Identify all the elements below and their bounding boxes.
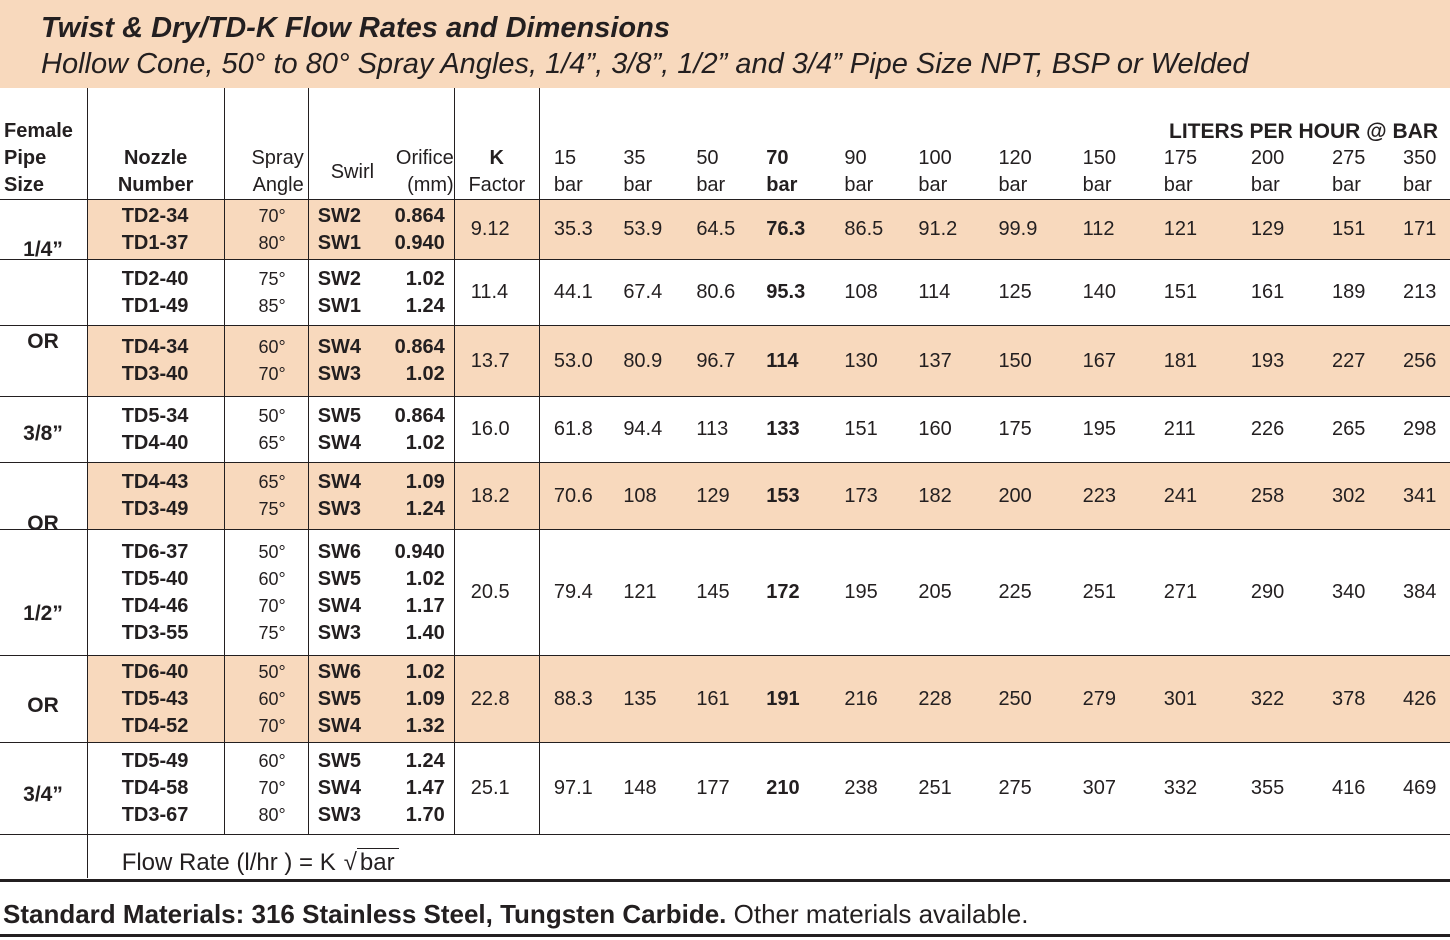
flow-rate-cell: 140 xyxy=(1082,281,1116,303)
header-pressure-175: 175 bar xyxy=(1163,147,1198,196)
flow-rate-cell: 238 xyxy=(844,777,878,799)
header-pressure-150: 150 bar xyxy=(1082,147,1116,196)
flow-rate-cell: 193 xyxy=(1250,349,1285,372)
pipe-size-label: 3/8” xyxy=(23,422,63,445)
flow-rate-cell: 195 xyxy=(844,581,878,603)
nozzle-number: TD6-40 TD5-43 TD4-52 xyxy=(87,656,224,743)
k-factor: 22.8 xyxy=(454,656,539,743)
flow-rate-cell: 112 xyxy=(1082,218,1115,240)
table-row xyxy=(0,326,1450,397)
flow-rate-cell: 341 xyxy=(1402,484,1437,507)
flow-rate-cell: 210 xyxy=(766,777,800,799)
header-pressure-350: 350 bar xyxy=(1402,147,1437,196)
spray-angle: 65° 75° xyxy=(224,463,308,530)
flow-rate-cell: 129 xyxy=(696,484,730,507)
flow-rate-cell: 322 xyxy=(1250,687,1285,710)
header-liters-per-hour: LITERS PER HOUR @ BAR xyxy=(539,88,1450,145)
flow-rate-cell: 258 xyxy=(1250,484,1285,507)
header-nozzle: Nozzle Number xyxy=(87,145,224,200)
flow-rate-cell: 80.6 xyxy=(696,281,736,303)
flow-rate-cell: 151 xyxy=(1163,281,1198,303)
spray-angle: 50° 65° xyxy=(224,397,308,463)
flow-rate-cell: 251 xyxy=(1082,581,1116,603)
flow-rate-cell: 61.8 xyxy=(539,397,609,463)
flow-rate-cell: 173 xyxy=(844,484,878,507)
orifice: 0.940 1.02 1.17 1.40 xyxy=(394,540,445,644)
orifice: 0.864 1.02 xyxy=(394,404,445,454)
flow-rate-cell: 151 xyxy=(844,418,878,440)
flow-rate-cell: 227 xyxy=(1332,349,1366,372)
orifice: 0.864 1.02 xyxy=(394,336,445,385)
table-row xyxy=(0,743,1450,835)
flow-rate-cell: 145 xyxy=(696,581,730,603)
pipe-size-label: OR xyxy=(27,512,59,535)
flow-rate-cell: 211 xyxy=(1163,418,1196,440)
header-pressure-120: 120 bar xyxy=(998,147,1032,196)
orifice: 1.09 1.24 xyxy=(405,471,445,520)
flow-rate-table xyxy=(0,88,1450,878)
flow-rate-cell: 114 xyxy=(766,349,799,372)
flow-rate-cell: 226 xyxy=(1250,418,1285,440)
flow-rate-cell: 195 xyxy=(1082,418,1116,440)
swirl: SW5 SW4 SW3 xyxy=(308,743,386,835)
flow-rate-cell: 108 xyxy=(844,281,878,303)
flow-rate-cell: 298 xyxy=(1402,418,1437,440)
flow-rate-cell: 271 xyxy=(1163,581,1198,603)
flow-rate-cell: 265 xyxy=(1332,418,1366,440)
flow-rate-cell: 251 xyxy=(918,777,952,799)
table-body xyxy=(0,88,1450,878)
flow-rate-cell: 53.9 xyxy=(623,218,663,240)
footer-divider-bottom xyxy=(0,934,1450,937)
flow-rate-cell: 228 xyxy=(918,687,952,710)
formula-row xyxy=(0,835,1450,878)
header-pipe-size: Female Pipe Size xyxy=(4,120,73,196)
pipe-size-label: OR xyxy=(27,694,59,717)
flow-rate-cell: 171 xyxy=(1402,218,1437,240)
swirl: SW2 SW1 xyxy=(308,200,386,260)
pipe-size-label: 1/2” xyxy=(23,602,63,625)
header-pressure-15: 15 bar xyxy=(539,145,609,200)
flow-rate-cell: 91.2 xyxy=(918,218,958,240)
table-row xyxy=(0,463,1450,530)
flow-rate-cell: 96.7 xyxy=(696,349,736,372)
k-factor: 25.1 xyxy=(454,743,539,835)
flow-rate-cell: 256 xyxy=(1402,349,1437,372)
flow-rate-cell: 205 xyxy=(918,581,952,603)
flow-rate-cell: 161 xyxy=(696,687,730,710)
spray-angle: 50° 60° 70° 75° xyxy=(224,530,308,656)
flow-rate-cell: 44.1 xyxy=(539,260,609,326)
flow-rate-cell: 99.9 xyxy=(998,218,1038,240)
flow-rate-cell: 426 xyxy=(1402,687,1437,710)
flow-rate-cell: 133 xyxy=(766,418,800,440)
flow-rate-cell: 416 xyxy=(1332,777,1366,799)
header-pressure-90: 90 bar xyxy=(844,147,874,196)
flow-rate-cell: 355 xyxy=(1250,777,1285,799)
k-factor: 18.2 xyxy=(454,463,539,530)
header-k-factor: K Factor xyxy=(454,145,539,200)
flow-rate-cell: 114 xyxy=(918,281,951,303)
footer-materials: Standard Materials: 316 Stainless Steel, Tungsten Carbide. Other materials available. xyxy=(3,899,1029,929)
flow-rate-cell: 97.1 xyxy=(539,743,609,835)
flow-rate-cell: 153 xyxy=(766,484,800,507)
table-row xyxy=(0,530,1450,656)
header-pressure-50: 50 bar xyxy=(696,147,726,196)
flow-rate-cell: 121 xyxy=(623,581,657,603)
flow-rate-cell: 191 xyxy=(766,687,800,710)
header-pressure-200: 200 bar xyxy=(1250,147,1285,196)
flow-rate-cell: 241 xyxy=(1163,484,1198,507)
flow-rate-cell: 113 xyxy=(696,418,729,440)
flow-rate-cell: 135 xyxy=(623,687,657,710)
table-row xyxy=(0,200,1450,260)
header-pressure-35: 35 bar xyxy=(623,147,653,196)
spray-angle: 75° 85° xyxy=(224,260,308,326)
k-factor: 16.0 xyxy=(454,397,539,463)
flow-rate-cell: 172 xyxy=(766,581,800,603)
flow-rate-cell: 469 xyxy=(1402,777,1437,799)
flow-rate-cell: 80.9 xyxy=(623,349,663,372)
flow-rate-cell: 307 xyxy=(1082,777,1116,799)
flow-rate-cell: 301 xyxy=(1163,687,1198,710)
header-row-top xyxy=(0,88,1450,145)
header-pressure-275: 275 bar xyxy=(1332,147,1366,196)
flow-rate-cell: 121 xyxy=(1163,218,1198,240)
header-orifice: Orifice (mm) xyxy=(395,147,454,196)
header-row xyxy=(0,145,1450,200)
orifice: 1.24 1.47 1.70 xyxy=(405,750,445,826)
nozzle-number: TD2-40 TD1-49 xyxy=(87,260,224,326)
swirl: SW4 SW3 xyxy=(308,463,386,530)
page-subtitle: Hollow Cone, 50° to 80° Spray Angles, 1/4”, 3/8”, 1/2” and 3/4” Pipe Size NPT, BSP or Welded xyxy=(41,48,1249,80)
header-pressure-100: 100 bar xyxy=(918,147,952,196)
flow-rate-cell: 225 xyxy=(998,581,1032,603)
flow-rate-cell: 70.6 xyxy=(539,463,609,530)
flow-rate-cell: 384 xyxy=(1402,581,1437,603)
footer-divider-top xyxy=(0,879,1450,882)
nozzle-number: TD4-43 TD3-49 xyxy=(87,463,224,530)
flow-rate-cell: 53.0 xyxy=(539,326,609,397)
table-row xyxy=(0,656,1450,743)
flow-rate-cell: 275 xyxy=(998,777,1032,799)
flow-rate-formula: Flow Rate (l/hr ) = K √ bar xyxy=(87,835,1450,878)
flow-rate-cell: 340 xyxy=(1332,581,1366,603)
spray-angle: 60° 70° xyxy=(224,326,308,397)
flow-rate-cell: 332 xyxy=(1163,777,1198,799)
flow-rate-cell: 250 xyxy=(998,687,1032,710)
flow-rate-cell: 76.3 xyxy=(766,218,806,240)
header-angle: Spray Angle xyxy=(224,145,308,200)
flow-rate-cell: 79.4 xyxy=(539,530,609,656)
table-row xyxy=(0,260,1450,326)
page-title: Twist & Dry/TD-K Flow Rates and Dimensions xyxy=(41,12,670,44)
pipe-size-label: OR xyxy=(27,330,59,353)
nozzle-number: TD4-34 TD3-40 xyxy=(87,326,224,397)
nozzle-number: TD6-37 TD5-40 TD4-46 TD3-55 xyxy=(87,530,224,656)
swirl: SW2 SW1 xyxy=(308,260,386,326)
swirl: SW6 SW5 SW4 SW3 xyxy=(308,530,386,656)
spray-angle: 70° 80° xyxy=(224,200,308,260)
flow-rate-cell: 200 xyxy=(998,484,1032,507)
flow-rate-cell: 279 xyxy=(1082,687,1116,710)
flow-rate-cell: 290 xyxy=(1250,581,1285,603)
nozzle-number: TD2-34 TD1-37 xyxy=(87,200,224,260)
flow-rate-cell: 137 xyxy=(918,349,952,372)
flow-rate-cell: 167 xyxy=(1082,349,1116,372)
pipe-size-label: 3/4” xyxy=(23,783,63,806)
flow-rate-cell: 189 xyxy=(1332,281,1366,303)
flow-rate-cell: 150 xyxy=(998,349,1032,372)
nozzle-number: TD5-49 TD4-58 TD3-67 xyxy=(87,743,224,835)
flow-rate-cell: 151 xyxy=(1332,218,1366,240)
flow-rate-cell: 94.4 xyxy=(623,418,663,440)
orifice: 0.864 0.940 xyxy=(394,204,445,254)
k-factor: 9.12 xyxy=(454,200,539,260)
flow-rate-cell: 213 xyxy=(1402,281,1437,303)
flow-rate-cell: 216 xyxy=(844,687,878,710)
header-pressure-70: 70 bar xyxy=(766,147,798,196)
flow-rate-cell: 182 xyxy=(918,484,952,507)
flow-rate-cell: 35.3 xyxy=(539,200,609,260)
table-row xyxy=(0,397,1450,463)
flow-rate-cell: 125 xyxy=(998,281,1032,303)
flow-rate-cell: 64.5 xyxy=(696,218,736,240)
flow-rate-cell: 181 xyxy=(1163,349,1198,372)
nozzle-number: TD5-34 TD4-40 xyxy=(87,397,224,463)
orifice: 1.02 1.24 xyxy=(405,267,445,317)
spray-angle: 50° 60° 70° xyxy=(224,656,308,743)
flow-rate-cell: 95.3 xyxy=(766,281,806,303)
orifice: 1.02 1.09 1.32 xyxy=(405,660,445,737)
flow-rate-cell: 175 xyxy=(998,418,1032,440)
flow-rate-cell: 378 xyxy=(1332,687,1366,710)
swirl: SW6 SW5 SW4 xyxy=(308,656,386,743)
k-factor: 20.5 xyxy=(454,530,539,656)
flow-rate-cell: 67.4 xyxy=(623,281,663,303)
flow-rate-cell: 161 xyxy=(1250,281,1285,303)
flow-rate-cell: 108 xyxy=(623,484,657,507)
flow-rate-cell: 88.3 xyxy=(539,656,609,743)
flow-rate-cell: 130 xyxy=(844,349,878,372)
swirl: SW5 SW4 xyxy=(308,397,386,463)
title-band xyxy=(0,0,1450,88)
flow-rate-cell: 160 xyxy=(918,418,952,440)
k-factor: 13.7 xyxy=(454,326,539,397)
pipe-size-label: 1/4” xyxy=(23,238,63,261)
flow-rate-cell: 148 xyxy=(623,777,657,799)
header-swirl: Swirl xyxy=(308,145,386,200)
flow-rate-cell: 129 xyxy=(1250,218,1285,240)
flow-rate-cell: 177 xyxy=(696,777,730,799)
spray-angle: 60° 70° 80° xyxy=(224,743,308,835)
k-factor: 11.4 xyxy=(454,260,539,326)
swirl: SW4 SW3 xyxy=(308,326,386,397)
flow-rate-cell: 223 xyxy=(1082,484,1116,507)
flow-rate-cell: 302 xyxy=(1332,484,1366,507)
flow-rate-cell: 86.5 xyxy=(844,218,884,240)
